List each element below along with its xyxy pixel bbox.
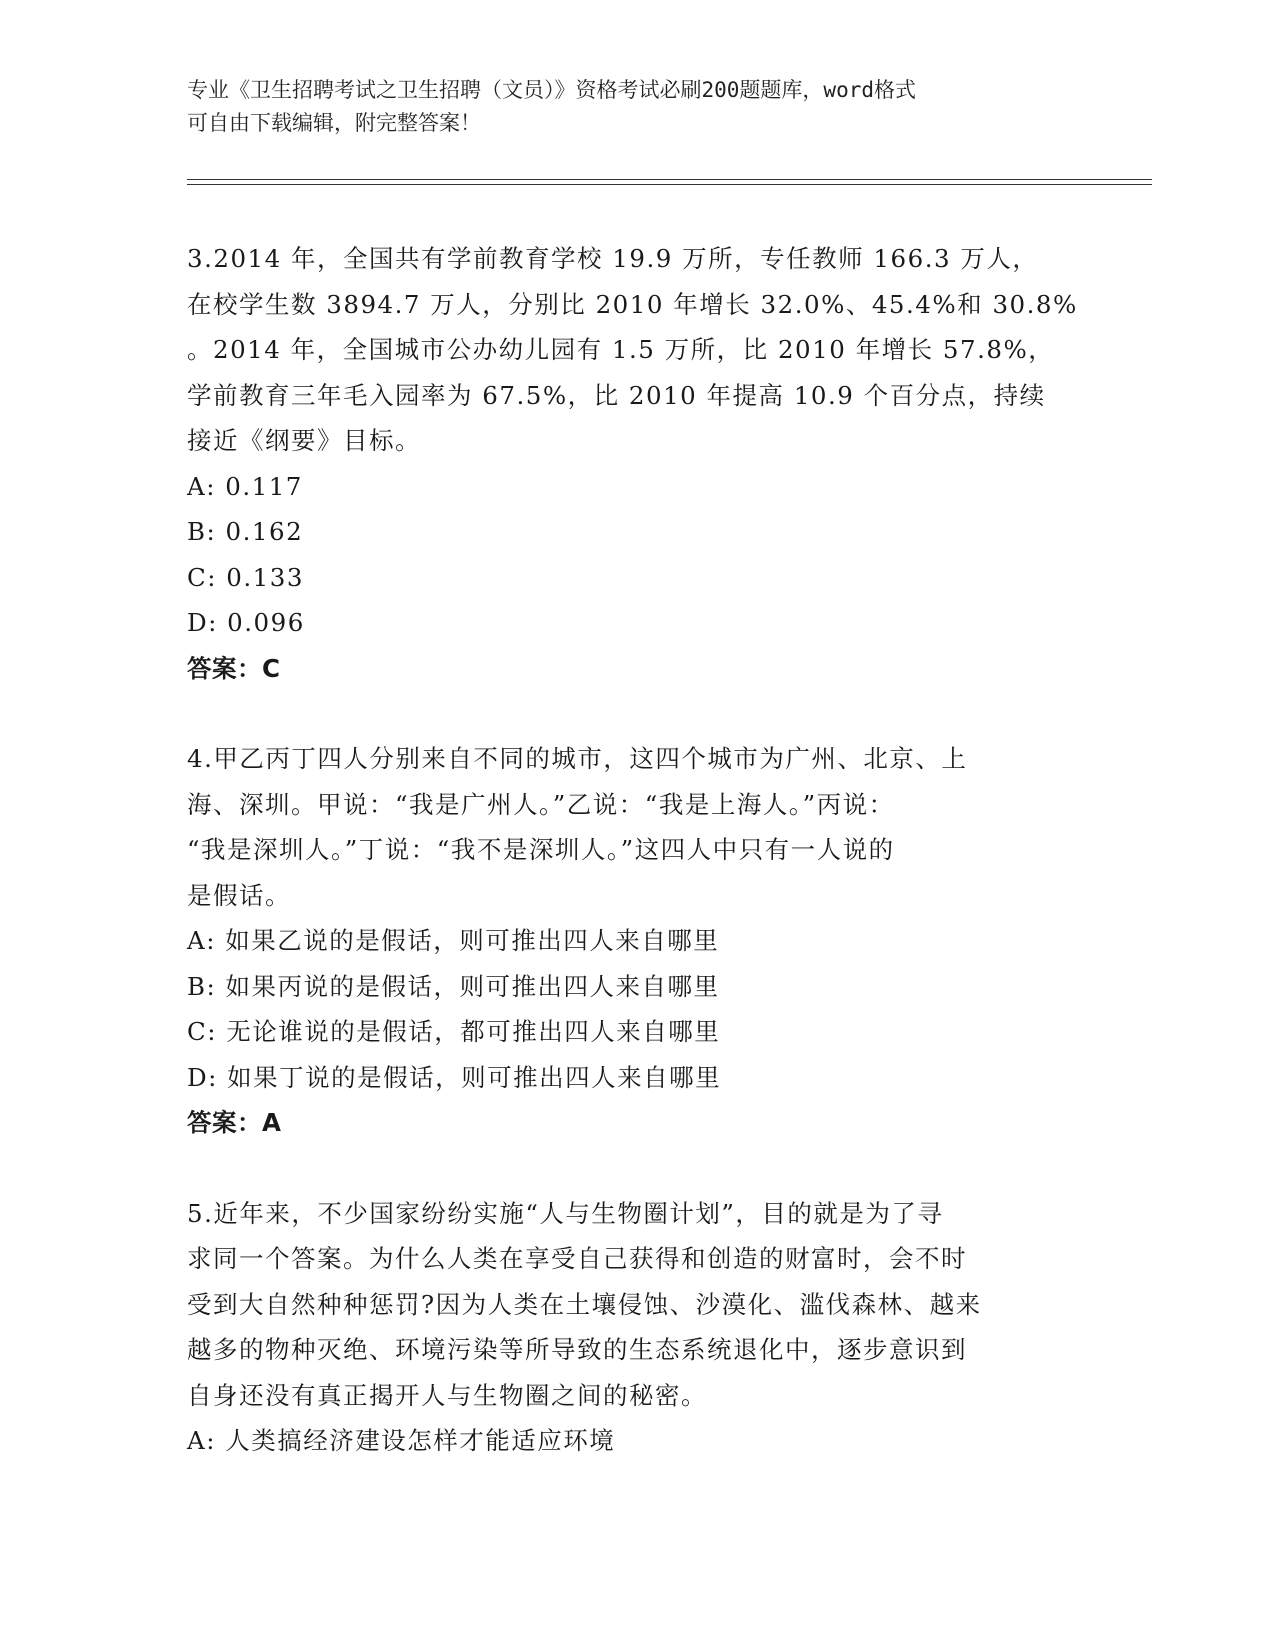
header-line-2: 可自由下载编辑，附完整答案！ bbox=[187, 111, 481, 135]
option-a: A: 如果乙说的是假话，则可推出四人来自哪里 bbox=[187, 926, 720, 955]
option-d: D: 如果丁说的是假话，则可推出四人来自哪里 bbox=[187, 1062, 722, 1092]
question-text-line: 4.甲乙丙丁四人分别来自不同的城市，这四个城市为广州、北京、上 bbox=[187, 744, 968, 773]
question-text-line: 5.近年来，不少国家纷纷实施“人与生物圈计划”，目的就是为了寻 bbox=[187, 1198, 944, 1228]
question-text-line: 越多的物种灭绝、环境污染等所导致的生态系统退化中，逐步意识到 bbox=[187, 1335, 967, 1364]
question-text-line: 接近《纲要》目标。 bbox=[187, 426, 421, 455]
question-text-line: 在校学生数 3894.7 万人，分别比 2010 年增长 32.0%、45.4%和 30.8% bbox=[187, 289, 1078, 319]
question-text-line: 受到大自然种种惩罚?因为人类在土壤侵蚀、沙漠化、滥伐森林、越来 bbox=[187, 1289, 982, 1319]
option-a: A: 0.117 bbox=[187, 471, 303, 501]
question-text-line: 学前教育三年毛入园率为 67.5%，比 2010 年提高 10.9 个百分点，持续 bbox=[187, 380, 1046, 410]
header-divider-top bbox=[187, 179, 1152, 180]
question-4 bbox=[187, 736, 1087, 1146]
option-c: C: 无论谁说的是假话，都可推出四人来自哪里 bbox=[187, 1017, 721, 1046]
option-b: B: 0.162 bbox=[187, 517, 304, 546]
question-text-line: 。2014 年，全国城市公办幼儿园有 1.5 万所，比 2010 年增长 57.8%， bbox=[187, 335, 1055, 364]
document-header bbox=[187, 74, 1087, 140]
question-text-line: “我是深圳人。”丁说：“我不是深圳人。”这四人中只有一人说的 bbox=[187, 835, 895, 864]
option-b: B: 如果丙说的是假话，则可推出四人来自哪里 bbox=[187, 971, 720, 1001]
question-text-line: 自身还没有真正揭开人与生物圈之间的秘密。 bbox=[187, 1380, 707, 1410]
answer-line: 答案：A bbox=[187, 1108, 282, 1137]
question-text-line: 海、深圳。甲说：“我是广州人。”乙说：“我是上海人。”丙说： bbox=[187, 789, 895, 819]
option-d: D: 0.096 bbox=[187, 608, 305, 637]
option-a: A: 人类搞经济建设怎样才能适应环境 bbox=[187, 1426, 616, 1455]
question-5 bbox=[187, 1191, 1087, 1464]
question-text-line: 求同一个答案。为什么人类在享受自己获得和创造的财富时，会不时 bbox=[187, 1244, 967, 1273]
header-line-1: 专业《卫生招聘考试之卫生招聘（文员）》资格考试必刷200题题库，word格式 bbox=[187, 78, 916, 102]
question-text-line: 3.2014 年，全国共有学前教育学校 19.9 万所，专任教师 166.3 万人， bbox=[187, 244, 1039, 273]
answer-line: 答案：C bbox=[187, 653, 281, 683]
question-3 bbox=[187, 236, 1087, 691]
question-list bbox=[187, 236, 1087, 1509]
question-text-line: 是假话。 bbox=[187, 880, 291, 910]
option-c: C: 0.133 bbox=[187, 562, 304, 592]
header-divider-bottom bbox=[187, 184, 1152, 185]
